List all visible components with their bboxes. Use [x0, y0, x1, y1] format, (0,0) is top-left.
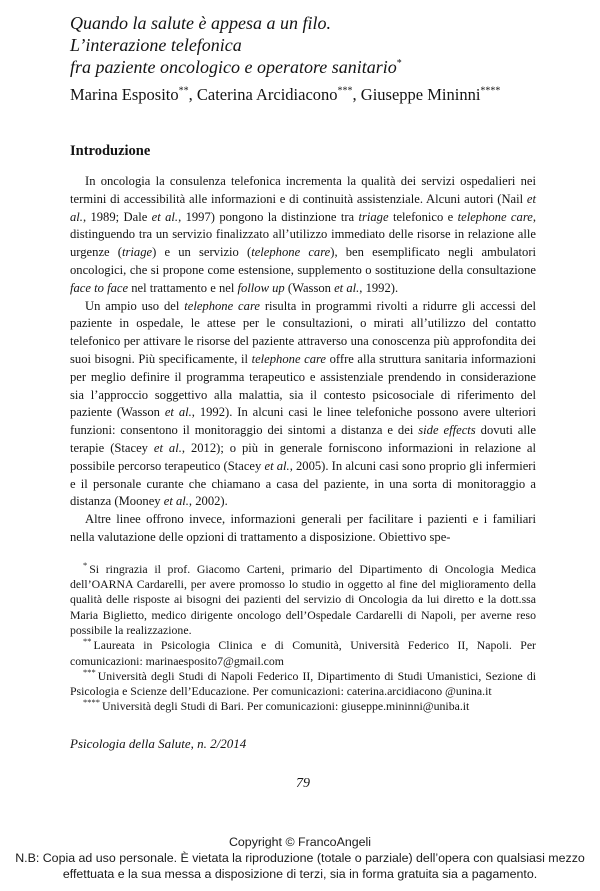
article-title — [70, 12, 536, 106]
footnote-text: Università degli Studi di Napoli Federico II, Dipartimento di Studi Umanistici, Sezione di Psicologia e Scienze dell’Educazione. Per comunicazioni: caterina.arcidiacono @unina.it — [70, 668, 536, 699]
author-name: Caterina Arcidiacono — [196, 85, 338, 104]
footnote — [70, 666, 536, 700]
footnote-text: Università degli Studi di Bari. Per comunicazioni: giuseppe.mininni@uniba.it — [102, 699, 470, 714]
page-content — [70, 12, 536, 792]
authors-line — [70, 84, 536, 106]
title-text: L’interazione telefonica — [70, 35, 242, 55]
author-footnote-marker: ** — [178, 85, 189, 97]
author-separator: , — [352, 85, 361, 104]
title-line — [70, 56, 536, 78]
footnote-symbol: * — [83, 559, 88, 570]
title-line — [70, 12, 536, 34]
footnote-symbol: *** — [83, 666, 96, 677]
title-text: fra paziente oncologico e operatore sanitario — [70, 57, 397, 77]
journal-issue-line: Psicologia della Salute, n. 2/2014 — [70, 735, 247, 751]
author-name: Marina Esposito — [70, 85, 179, 104]
title-text: Quando la salute è appesa a un filo. — [70, 13, 331, 33]
footer-notice: N.B: Copia ad uso personale. È vietata la riproduzione (totale o parziale) dell’opera con qualsiasi mezzo effettuata e la sua messa a disposizione di terzi, sia in forma gratuita sia a pagamento. — [15, 851, 585, 881]
paragraph: Un ampio uso del telephone care risulta in programmi rivolti a ridurre gli accessi del paziente in ospedale, le attese per le consultazioni, o mirati all’utilizzo del contatto telefonico per attivare le risorse del paziente attraverso una conoscenza più approfondita dei suoi bisogni. Più specificamente, il telephone care offre alla struttura sanitaria informazioni per meglio definire il programma terapeutico e assistenziale prendendo in considerazione sia l’approccio soggettivo alla malattia, sia il contesto psicosociale di riferimento del paziente (Wasson et al., 1992). In alcuni casi le linee telefoniche possono avere ulteriori funzioni: consentono il monitoraggio dei sintomi a distanza e dei side effects dovuti alle terapie (Stacey et al., 2012); o più in generale forniscono informazioni in relazione al possibile percorso terapeutico (Stacey et al., 2005). In alcuni casi sono proprio gli infermieri e il personale curante che chiamano a casa del paziente, in una sorta di monitoraggio a distanza (Mooney et al., 2002). — [70, 298, 537, 509]
footnote-symbol: ** — [83, 636, 92, 647]
title-line — [70, 34, 536, 56]
footnote-text: Laureata in Psicologia Clinica e di Comunità, Università Federico II, Napoli. Per comunicazioni: marinaesposito7@gmail.com — [70, 638, 536, 668]
author-name: Giuseppe Mininni — [360, 85, 481, 104]
section-heading: Introduzione — [70, 143, 151, 159]
paragraph: Altre linee offrono invece, informazioni generali per facilitare i pazienti e i familiari nella valutazione delle opzioni di trattamento a disposizione. Obiettivo spe- — [70, 512, 536, 544]
author-footnote-marker: *** — [337, 85, 353, 97]
footnote — [70, 638, 536, 669]
paragraph: In oncologia la consulenza telefonica incrementa la qualità dei servizi ospedalieri nei termini di accessibilità alle informazioni e di continuità assistenziale. Alcuni autori (Nail et al., 1989; Dale et al., 1997) pongono la distinzione tra triage telefonico e telephone care, distinguendo tra un servizio finalizzato all’utilizzo immediato delle risorse in relazione alle urgenze (triage) e un servizio (telephone care), ben esemplificato negli ambulatori oncologici, che si propone come estensione, supplemento o sostituzione della consultazione face to face nel trattamento e nel follow up (Wasson et al., 1992). — [70, 174, 537, 295]
article-body — [70, 173, 536, 547]
footer-copyright: Copyright © FrancoAngeli — [228, 835, 372, 849]
footnote-text: Si ringrazia il prof. Giacomo Carteni, primario del Dipartimento di Oncologia Medica dell’OARNA Cardarelli, per avere promosso lo studio in oggetto al fine del miglioramento della qualità delle risposte ai bisogni dei pazienti del servizio di Oncologia da lui diretto e la dott.ssa Maria Biglietto, medico dirigente oncologo dell’Ospedale Cardarelli di Napoli, per averne reso possibile la realizzazione. — [70, 561, 536, 637]
footnote — [70, 559, 536, 638]
copyright-footer — [4, 834, 596, 882]
author-separator: , — [188, 85, 197, 104]
footnotes-block — [70, 559, 536, 715]
author-footnote-marker: **** — [480, 85, 501, 97]
footnote-symbol: **** — [83, 697, 100, 708]
page-number: 79 — [296, 775, 310, 791]
title-footnote-marker: * — [396, 58, 402, 69]
footnote — [70, 699, 536, 714]
